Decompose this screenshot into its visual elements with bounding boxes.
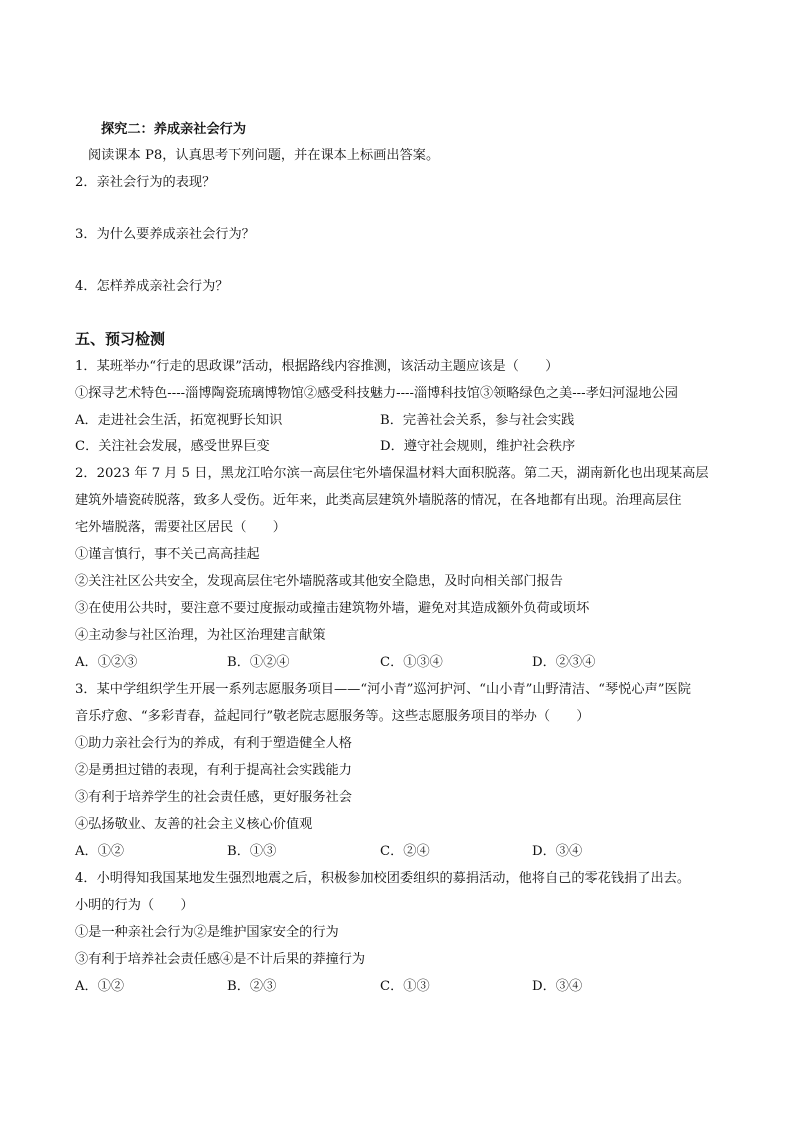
q4-stem-line: 小明的行为（ ） [75,898,194,913]
explore-question-4: 4．怎样养成亲社会行为？ [75,279,229,294]
q3-choice-line: ①助力亲社会行为的养成，有利于塑造健全人格 [75,736,352,751]
q3-option-a: A．①② [75,844,125,859]
q1-stem-line: ①探寻艺术特色----淄博陶瓷琉璃博物馆②感受科技魅力----淄博科技馆③领略绿色之美---孝妇河湿地公园 [75,386,678,401]
q3-stem-line: 音乐疗愈、“多彩青春，益起同行”敬老院志愿服务等。这些志愿服务项目的举办（ ） [75,709,590,724]
q4-choice-line: ①是一种亲社会行为②是维护国家安全的行为 [75,925,339,940]
q3-choice-line: ④弘扬敬业、友善的社会主义核心价值观 [75,817,313,832]
explore-instruction: 阅读课本 P8，认真思考下列问题，并在课本上标画出答案。 [88,148,440,163]
q1-option-d: D．遵守社会规则，维护社会秩序 [380,439,576,454]
section-heading: 五、预习检测 [75,330,166,348]
q3-choice-line: ③有利于培养学生的社会责任感，更好服务社会 [75,790,352,805]
q4-choice-line: ③有利于培养社会责任感④是不计后果的莽撞行为 [75,952,366,967]
q2-choice-line: ②关注社区公共安全，发现高层住宅外墙脱落或其他安全隐患，及时向相关部门报告 [75,574,563,589]
q2-choice-line: ④主动参与社区治理，为社区治理建言献策 [75,628,326,643]
explore-title: 探究二：养成亲社会行为 [101,122,247,137]
q2-stem-line: 宅外墙脱落，需要社区居民（ ） [75,520,286,535]
q2-option-a: A．①②③ [75,655,138,670]
q2-choice-line: ③在使用公共时，要注意不要过度振动或撞击建筑物外墙，避免对其造成额外负荷或顷坏 [75,601,590,616]
q3-choice-line: ②是勇担过错的表现，有利于提高社会实践能力 [75,763,352,778]
q4-option-d: D．③④ [532,979,583,994]
q4-option-b: B．②③ [227,979,277,994]
q3-option-d: D．③④ [532,844,583,859]
q4-option-c: C．①③ [380,979,430,994]
q3-option-c: C．②④ [380,844,430,859]
q4-stem-line: 4．小明得知我国某地发生强烈地震之后，积极参加校团委组织的募捐活动，他将自己的零花钱捐了出去。 [75,871,691,886]
q2-option-b: B．①②④ [227,655,290,670]
explore-question-3: 3．为什么要养成亲社会行为？ [75,227,255,242]
q2-choice-line: ①谨言慎行，事不关己高高挂起 [75,547,260,562]
q3-stem-line: 3．某中学组织学生开展一系列志愿服务项目——“河小青”巡河护河、“山小青”山野清洁、“琴悦心声”医院 [75,682,691,697]
q3-option-b: B．①③ [227,844,277,859]
q1-option-c: C．关注社会发展，感受世界巨变 [75,439,270,454]
q2-stem-line: 建筑外墙瓷砖脱落，致多人受伤。近年来，此类高层建筑外墙脱落的情况，在各地都有出现。治理高层住 [75,493,682,508]
q2-stem-line: 2．2023 年 7 月 5 日，黑龙江哈尔滨一高层住宅外墙保温材料大面积脱落。第二天，湖南新化也出现某高层 [75,466,709,481]
explore-question-2: 2．亲社会行为的表现？ [75,175,216,190]
q2-option-c: C．①③④ [380,655,443,670]
q1-stem-line: 1．某班举办“行走的思政课”活动，根据路线内容推测，该活动主题应该是（ ） [75,359,559,374]
q4-option-a: A．①② [75,979,125,994]
q1-option-a: A．走进社会生活，拓宽视野长知识 [75,413,283,428]
q2-option-d: D．②③④ [532,655,596,670]
q1-option-b: B．完善社会关系，参与社会实践 [380,413,575,428]
